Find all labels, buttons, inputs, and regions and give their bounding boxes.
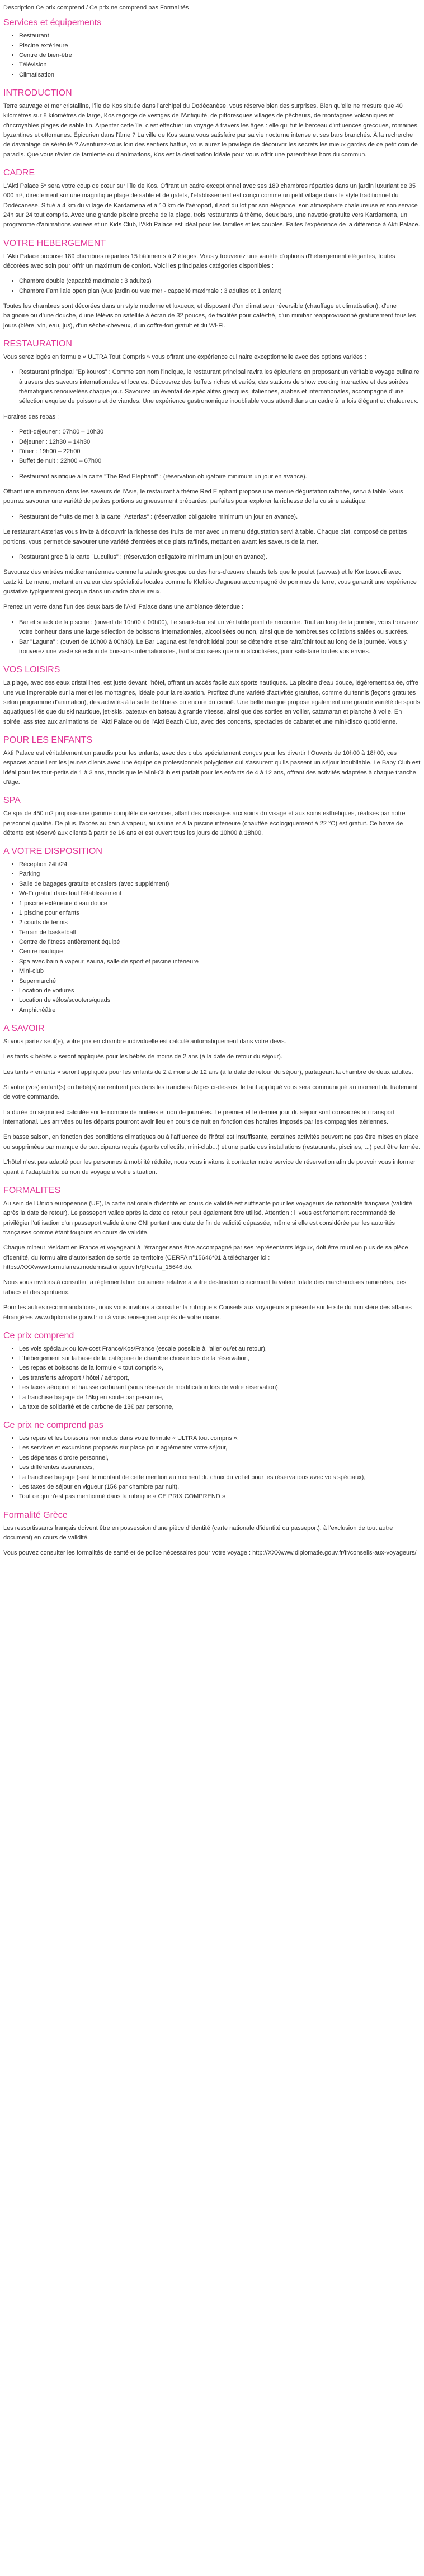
list-item: • 1 piscine pour enfants (19, 909, 421, 918)
hebergement-details: Toutes les chambres sont décorées dans un style moderne et luxueux, et disposent d'un climatiseur réversible (chauffage et climatisation), d'une baignoire ou d'une douche, d'une télévision satellite à écran de 32 pouces, de facilités pour café/thé, d'un minibar réapprovisionné gratuitement tous les jours (bière, vin, eau, jus), d'un sèche-cheveux, d'un coffre-fort gratuit et du Wi-Fi. (3, 303, 416, 329)
list-item: • Centre nautique (19, 947, 421, 957)
list-item: • Les taxes aéroport et hausse carburant (sous réserve de modification lors de votre réservation), (19, 1383, 421, 1392)
prix-comprend-title: Ce prix comprend (3, 1330, 74, 1341)
list-item: • La taxe de solidarité et de carbone de 13€ par personne, (19, 1403, 421, 1412)
asia-text: Offrant une immersion dans les saveurs de l'Asie, le restaurant à thème Red Elephant propose une menue dégustation raffinée, servi à table. Vous pourrez savourer une variété de petites portions soigneusement préparées, parfaites pour explorer la richesse de la cuisine asiatique. (3, 488, 403, 505)
restauration-intro: Vous serez logés en formule « ULTRA Tout Compris » vous offrant une expérience culinaire exceptionnelle avec des options variées : (3, 353, 366, 360)
list-item: • Location de vélos/scooters/quads (19, 996, 421, 1005)
list-item: • Restaurant asiatique à la carte "The Red Elephant" : (réservation obligatoire minimum un jour en avance). (19, 472, 421, 482)
cadre-text: L'Akti Palace 5* sera votre coup de cœur sur l'île de Kos. Offrant un cadre exceptionnel avec ses 189 chambres réparties dans un jardin luxuriant de 35 000 m², directement sur une magnifique plage de sable et de galets, l'établissement est conçu comme un petit village dans le style traditionnel du Dodécanèse. Situé à 4 km du village de Kardamena et à 10 km de l'aéroport, il sort du lot par son élégance, son atmosphère chaleureuse et son service 24h sur 24 tout compris. Avec une grande piscine proche de la plage, trois restaurants à thème, deux bars, une navette gratuite vers Kardamena, un programme d'animations variées et un Kids Club, l'Akti Palace est idéal pour les familles et les couples. Faites l'expérience de la différence à Akti Palace. (3, 182, 420, 229)
formalites-paragraph: Chaque mineur résidant en France et voyageant à l'étranger sans être accompagné par ses représentants légaux, doit être muni en plus de sa pièce d'identité, du formulaire d'autorisation de sortie de territoire (CERFA n°15646*01 à télécharger ici : https://XXXwww.formulaires.modernisation.gouv.fr/gf/cerfa_15646.do. (3, 1244, 408, 1271)
list-item: • Les différentes assurances, (19, 1463, 421, 1472)
formalites-paragraph: Au sein de l'Union européenne (UE), la carte nationale d'identité en cours de validité est suffisante pour les voyageurs de nationalité française (validité après la date de retour). Le passeport valide après la date de retour peut également être utilisé. Attention : il vous est fortement recommandé de privilégier l'utilisation d'un passeport valide à une CNI portant une date de fin de validité dépassée, même si elle est considérée par les autorités françaises comme étant toujours en cours de validité. (3, 1200, 413, 1236)
savoir-paragraph: En basse saison, en fonction des conditions climatiques ou à l'affluence de l'hôtel est insuffisante, certaines activités peuvent ne pas être mises en place ou supprimées par manque de participants requis (sports collectifs, mini-club...) et une partie des installations (restaurants, piscines, ...) peut être fermée. (3, 1134, 421, 1151)
facilities-list (3, 860, 421, 1015)
disposition-title: A VOTRE DISPOSITION (3, 847, 102, 857)
bars-intro: Prenez un verre dans l'un des deux bars de l'Akti Palace dans une ambiance détendue : (3, 603, 244, 611)
list-item: • Les services et excursions proposés sur place pour agrémenter votre séjour, (19, 1443, 421, 1453)
savoir-paragraph: Les tarifs « bébés » seront appliqués pour les bébés de moins de 2 ans (à la date de retour du séjour). (3, 1053, 282, 1061)
cadre-title: CADRE (3, 168, 35, 178)
spa-title: SPA (3, 796, 21, 806)
services-title: Services et équipements (3, 18, 102, 28)
savoir-paragraph: La durée du séjour est calculée sur le nombre de nuitées et non de journées. Le premier et le dernier jour du séjour sont consacrés au transport international. Les arrivées ou les départs pourront avoir lieu en cours de nuit en fonction des horaires imposés par les compagnies aériennes. (3, 1109, 395, 1126)
prix-comprend-list (3, 1344, 421, 1413)
lucullus-text: Savourez des entrées méditerranéennes comme la salade grecque ou des hors-d'œuvre chauds tels que le poulet (savvas) et le Kontosouvli avec tzatziki. Le menu, mettant en valeur des spécialités locales comme le Kleftiko d'agneau accompagné de pommes de terre, vous garantit une expérience gustative typiquement grecque dans un cadre chaleureux. (3, 569, 417, 596)
list-item: • Les vols spéciaux ou low-cost France/Kos/France (escale possible à l'aller ou/et au retour), (19, 1344, 421, 1354)
red-elephant-list (3, 472, 421, 482)
list-item: • Buffet de nuit : 22h00 – 07h00 (19, 457, 421, 466)
introduction-title: INTRODUCTION (3, 88, 72, 98)
list-item: • Bar "Laguna" : (ouvert de 10h00 à 00h30). Le Bar Laguna est l'endroit idéal pour se détendre et se rafraîchir tout au long de la journée. Vous y trouverez une vaste sélection de boissons internationales, tant alcoolisées que non alcoolisées, pour satisfaire toutes vos envies. (19, 638, 421, 657)
list-item: • Climatisation (19, 70, 421, 80)
list-item: • Amphithéâtre (19, 1006, 421, 1015)
prix-ne-comprend-title: Ce prix ne comprend pas (3, 1420, 103, 1430)
formalites-title: FORMALITES (3, 1185, 61, 1195)
list-item: • Les repas et les boissons non inclus dans votre formule « ULTRA tout compris », (19, 1434, 421, 1443)
list-item: • Petit-déjeuner : 07h00 – 10h30 (19, 427, 421, 437)
formalite-grece-paragraph: Les ressortissants français doivent être en possession d'une pièce d'identité (carte nationale d'identité ou passeport), à l'exclusion de tout autre document) en cours de validité. (3, 1524, 393, 1541)
restauration-title: RESTAURATION (3, 339, 72, 349)
asterias-text: Le restaurant Asterias vous invite à découvrir la richesse des fruits de mer avec un menu dégustation servi à table. Chaque plat, composé de petites portions, vous permet de savourer une variété d'entrées et de plats raffinés, mettant en avant les saveurs de la mer. (3, 529, 407, 545)
list-item: • La franchise bagage de 15kg en soute par personne, (19, 1393, 421, 1403)
spa-text: Ce spa de 450 m2 propose une gamme complète de services, allant des massages aux soins du visage et aux soins esthétiques, réalisés par notre personnel qualifié. De plus, l'accès au bain à vapeur, au sauna et à la piscine intérieure (chauffée écologiquement à 22 °C) est gratuit. Ce havre de détente est réservé aux clients à partir de 16 ans et est ouvert tous les jours de 10h00 à 18h00. (3, 810, 406, 837)
savoir-paragraph: Si votre (vos) enfant(s) ou bébé(s) ne rentrent pas dans les tranches d'âges ci-dessus, le tarif appliqué vous sera communiqué au moment du traitement de votre commande. (3, 1083, 418, 1101)
list-item: • Wi-Fi gratuit dans tout l'établissement (19, 889, 421, 899)
list-item: • Mini-club (19, 967, 421, 976)
list-item: • Restaurant (19, 31, 421, 41)
list-item: • Déjeuner : 12h30 – 14h30 (19, 438, 421, 447)
formalites-paragraph: Nous vous invitons à consulter la réglementation douanière relative à votre destination concernant la valeur totale des marchandises ramenées, des tabacs et des spiritueux. (3, 1279, 407, 1296)
loisirs-title: VOS LOISIRS (3, 665, 60, 675)
list-item: • Salle de bagages gratuite et casiers (avec supplément) (19, 880, 421, 889)
asterias-list (3, 512, 421, 522)
list-item: • Restaurant principal "Epikouros" : Comme son nom l'indique, le restaurant principal ravira les épicuriens en proposant un véritable voyage culinaire à travers des saveurs internationales et locales. Découvrez des buffets riches et variés, des stations de show cooking interactive et des soirées thématiques renouvelées chaque jour. Savourez un éventail de spécialités grecques, italiennes, arabes et internationales, accompagné d'une sélection exquise de poissons et de viandes. Une expérience gastronomique inoubliable vous attend dans un cadre à la fois élégant et chaleureux. (19, 368, 421, 407)
list-item: • Réception 24h/24 (19, 860, 421, 869)
prix-ne-comprend-list (3, 1434, 421, 1502)
list-item: • Centre de fitness entièrement équipé (19, 938, 421, 947)
savoir-paragraph: L'hôtel n'est pas adapté pour les personnes à mobilité réduite, nous vous invitons à contacter notre service de réservation afin de pouvoir vous informer quant à l'adaptabilité ou non du voyage à votre situation. (3, 1159, 416, 1176)
hebergement-title: VOTRE HEBERGEMENT (3, 238, 106, 248)
list-item: • Supermarché (19, 977, 421, 986)
meal-hours-label: Horaires des repas : (3, 413, 59, 420)
savoir-paragraph: Les tarifs « enfants » seront appliqués pour les enfants de 2 à moins de 12 ans (à la date de retour du séjour), partageant la chambre de deux adultes. (3, 1068, 413, 1076)
list-item: • 2 courts de tennis (19, 918, 421, 928)
list-item: • Les dépenses d'ordre personnel, (19, 1453, 421, 1463)
description-tabs-line: Description Ce prix comprend / Ce prix ne comprend pas Formalités (3, 4, 189, 11)
list-item: • Les transferts aéroport / hôtel / aéroport, (19, 1373, 421, 1383)
list-item: • Tout ce qui n'est pas mentionné dans la rubrique « CE PRIX COMPREND » (19, 1492, 421, 1501)
bars-list (3, 618, 421, 657)
lucullus-list (3, 553, 421, 562)
list-item: • Dîner : 19h00 – 22h00 (19, 447, 421, 457)
list-item: • Restaurant grec à la carte "Lucullus" : (réservation obligatoire minimum un jour en avance). (19, 553, 421, 562)
meal-hours-list (3, 427, 421, 467)
savoir-paragraph: Si vous partez seul(e), votre prix en chambre individuelle est calculé automatiquement dans votre devis. (3, 1038, 286, 1045)
savoir-title: A SAVOIR (3, 1024, 45, 1034)
list-item: • Restaurant de fruits de mer à la carte "Asterias" : (réservation obligatoire minimum un jour en avance). (19, 512, 421, 522)
enfants-text: Akti Palace est véritablement un paradis pour les enfants, avec des clubs spécialement conçus pour les divertir ! Ouverts de 10h00 à 18h00, ces espaces accueillent les jeunes clients avec une équipe de professionnels polyglottes qui s'assurent qu'ils passent un séjour inoubliable. Le Baby Club est idéal pour les tout-petits de 1 à 3 ans, tandis que le Mini-Club est parfait pour les enfants de 4 à 12 ans, offrant des activités adaptées à chaque tranche d'âge. (3, 749, 421, 786)
list-item: • Les repas et boissons de la formule « tout compris », (19, 1363, 421, 1373)
list-item: • Spa avec bain à vapeur, sauna, salle de sport et piscine intérieure (19, 957, 421, 967)
list-item: • Chambre Familiale open plan (vue jardin ou vue mer - capacité maximale : 3 adultes et 1 enfant) (19, 287, 421, 296)
formalites-paragraph: Pour les autres recommandations, nous vous invitons à consulter la rubrique « Conseils aux voyageurs » présente sur le site du ministère des affaires étrangères www.diplomatie.gouv.fr ou à vous renseigner auprès de votre mairie. (3, 1304, 412, 1321)
list-item: • Centre de bien-être (19, 51, 421, 60)
loisirs-text: La plage, avec ses eaux cristallines, est juste devant l'hôtel, offrant un accès facile aux sports nautiques. La piscine d'eau douce, légèrement salée, offre une vue imprenable sur la mer et les montagnes, idéale pour la relaxation. Profitez d'une variété d'activités gratuites, comme du tennis (leçons gratuites selon programme d'animation), des activités à la salle de fitness ou encore du canoë. Une belle marque propose également une grande variété de sports aquatiques liés que du ski nautique, jet-skis, bateaux en bateau à grande vitesse, ainsi que des sorties en voilier, catamaran et planche à voile. En soirée, assistez aux animations de l'Akti Palace ou de l'Akti Beach Club, avec des concerts, spectacles de cabaret et une mini-disco quotidienne. (3, 679, 421, 725)
hebergement-intro: L'Akti Palace propose 189 chambres réparties 15 bâtiments à 2 étages. Vous y trouverez une variété d'options d'hébergement élégantes, toutes décorées avec soin pour offrir un maximum de confort. Voici les principales catégories disponibles : (3, 253, 395, 269)
list-item: • Location de voitures (19, 986, 421, 996)
list-item: • Parking (19, 869, 421, 879)
services-list (3, 31, 421, 80)
list-item: • La franchise bagage (seul le montant de cette mention au moment du choix du vol et pour les réservations avec vols spéciaux), (19, 1473, 421, 1482)
list-item: • Chambre double (capacité maximale : 3 adultes) (19, 277, 421, 286)
list-item: • Les taxes de séjour en vigueur (15€ par chambre par nuit), (19, 1482, 421, 1492)
main-restaurant-list (3, 368, 421, 407)
introduction-text: Terre sauvage et mer cristalline, l'île de Kos située dans l'archipel du Dodécanèse, vous réserve bien des surprises. Bien qu'elle ne mesure que 40 kilomètres sur 8 kilomètres de large, Kos regorge de vestiges de l'Antiquité, de pittoresques villages de pêcheurs, de montagnes volcaniques et d'incroyables plages de sable fin. Arpenter cette île, c'est effectuer un voyage à travers les âges : elle qui fut le berceau d'influences grecques, romaines, byzantines et ottomanes. Épicurien dans l'âme ? La ville de Kos saura vous satisfaire par sa vie nocturne intense et ses bars branchés. À la recherche de davantage de sérénité ? Aventurez-vous loin des sentiers battus, vous aurez le privilège de découvrir les secrets les mieux gardés de ce petit coin de paradis. Que vous rêviez de farniente ou d'animations, Kos est la destination idéale pour vous offrir une parenthèse hors du commun. (3, 102, 419, 158)
room-types-list (3, 277, 421, 296)
list-item: • 1 piscine extérieure d'eau douce (19, 899, 421, 909)
formalite-grece-title: Formalité Grèce (3, 1510, 68, 1520)
list-item: • Bar et snack de la piscine : (ouvert de 10h00 à 00h00), Le snack-bar est un véritable point de rencontre. Tout au long de la journée, vous trouverez votre bonheur dans une large sélection de boissons internationales, alcoolisées ou non, ainsi que de nombreuses collations salées ou sucrées. (19, 618, 421, 638)
list-item: • Télévision (19, 60, 421, 70)
formalite-grece-paragraph: Vous pouvez consulter les formalités de santé et de police nécessaires pour votre voyage : http://XXXwww.diplomatie.gouv.fr/fr/conseils-aux-voyageurs/ (3, 1550, 417, 1557)
list-item: • Terrain de basketball (19, 928, 421, 938)
enfants-title: POUR LES ENFANTS (3, 735, 93, 745)
list-item: • L'hébergement sur la base de la catégorie de chambre choisie lors de la réservation, (19, 1354, 421, 1363)
list-item: • Piscine extérieure (19, 41, 421, 51)
